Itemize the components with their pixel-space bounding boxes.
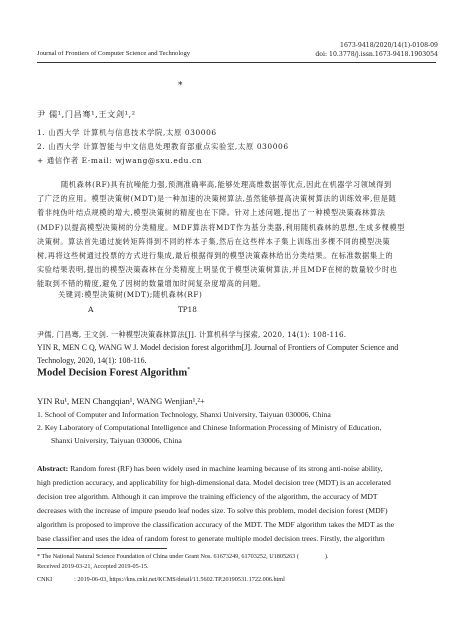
citation-en-line-2: Technology, 2020, 14(1): 108-116.	[37, 356, 147, 365]
cn-doc-code: A	[88, 305, 94, 314]
cn-abstract-line: 能取到不错的精度,避免了因树的数量增加时间复杂度增高的问题。	[37, 279, 266, 289]
en-abstract-line: algorithm is proposed to improve the classification accuracy of the MDT. The MDF algorithm takes the MDT as the	[37, 520, 395, 529]
en-affiliation-1: 1. School of Computer and Information Technology, Shanxi University, Taiyuan 030006, China	[37, 410, 331, 419]
cn-abstract-line: 实验结果表明,提出的模型决策森林在分类精度上明显优于模型决策树算法,并且MDF在树的数量较少时也	[37, 265, 398, 275]
cnki-label: CNKI	[37, 576, 53, 583]
footnote-fund: * The National Natural Science Foundation of China under Grant Nos. 61673249, 61703252, U1805263 ( ).	[37, 553, 329, 560]
en-abstract-line: base classifier and uses the idea of random forest to generate multiple model decision trees. Firstly, the algorithm	[37, 534, 385, 543]
en-title-mark: *	[187, 367, 191, 373]
issn-line: 1673-9418/2020/14(1)-0108-09	[340, 42, 438, 49]
cn-keywords: 关键词:模型决策树(MDT);随机森林(RF)	[58, 290, 203, 299]
en-affiliation-2-cont: Shanxi University, Taiyuan 030006, China	[51, 436, 182, 445]
en-title-text: Model Decision Forest Algorithm	[37, 367, 188, 379]
en-title	[37, 367, 190, 379]
cn-authors: 尹 儒¹,门昌骞¹,王文剑¹,²	[37, 109, 136, 119]
cn-affiliation-2: 2. 山西大学 计算智能与中文信息处理教育部重点实验室,太原 030006	[37, 142, 289, 151]
footnote-rule	[37, 548, 167, 549]
cn-abstract-line: 树,再将这些树通过投票的方式进行集成,最后根据得到的模型决策森林给出分类结果。在标准数据集上的	[37, 251, 394, 261]
citation-cn: 尹儒, 门昌骞, 王文剑. 一种模型决策森林算法[J]. 计算机科学与探索, 2020, 14(1): 108-116.	[37, 330, 347, 339]
en-abstract-line: high prediction accuracy, and applicability for high-dimensional data. Model decision tree (MDT) is an accelerated	[37, 478, 391, 487]
cn-abstract-line: (MDF)以提高模型决策树的分类精度。MDF算法将MDT作为基分类器,利用随机森林的思想,生成多棵模型	[37, 222, 406, 232]
cn-abstract-line: 着非纯伪叶结点规模的增大,模型决策树的精度也在下降。针对上述问题,提出了一种模型决策森林算法	[37, 208, 386, 218]
cn-contact: + 通信作者 E-mail: wjwang@sxu.edu.cn	[37, 156, 203, 165]
footnote-received: Received 2019-03-21, Accepted 2019-05-15.	[37, 563, 149, 570]
cnki-link[interactable]: : 2019-06-03, https://kns.cnki.net/KCMS/detail/11.5602.TP.20190531.1722.006.html	[74, 576, 285, 583]
footnote-cnki	[37, 576, 285, 583]
cn-abstract-line: 了广泛的应用。模型决策树(MDT)是一种加速的决策树算法,虽然能够提高决策树算法的训练效率,但是随	[37, 194, 397, 204]
en-abstract	[37, 462, 436, 546]
journal-name: Journal of Frontiers of Computer Science and Technology	[37, 50, 191, 57]
en-affiliation-2: 2. Key Laboratory of Computational Intelligence and Chinese Information Processing of Ministry of Education,	[37, 423, 382, 432]
en-abstract-line: decreases with the increase of impure pseudo leaf nodes size. To solve this problem, model decision forest (MDF)	[37, 506, 388, 515]
cn-abstract-line: 随机森林(RF)具有抗噪能力强,预测准确率高,能够处理高维数据等优点,因此在机器学习领域得到	[61, 180, 392, 189]
cn-abstract-line: 决策树。算法首先通过旋转矩阵得到不同的样本子集,然后在这些样本子集上训练出多棵不同的模型决策	[37, 236, 391, 246]
en-abstract-line: decision tree algorithm. Although it can improve the training efficiency of the algorithm, the accuracy of MDT	[37, 492, 378, 501]
cn-abstract	[37, 178, 436, 292]
cn-affiliation-1: 1. 山西大学 计算机与信息技术学院,太原 030006	[37, 128, 217, 137]
citation-en-line-1: YIN R, MEN C Q, WANG W J. Model decision forest algorithm[J]. Journal of Frontiers of Computer Science and	[37, 343, 399, 352]
doi-line: doi: 10.3778/j.issn.1673-9418.1903054	[315, 51, 438, 58]
en-authors: YIN Ru¹, MEN Changqian¹, WANG Wenjian¹,²+	[37, 396, 205, 406]
header-rule	[37, 62, 436, 63]
cn-class-number: TP18	[178, 305, 197, 314]
cn-title-mark: *	[178, 81, 183, 91]
en-abstract-line: Abstract: Random forest (RF) has been widely used in machine learning because of its strong anti-noise ability,	[37, 464, 383, 473]
abstract-label: Abstract:	[37, 464, 69, 473]
